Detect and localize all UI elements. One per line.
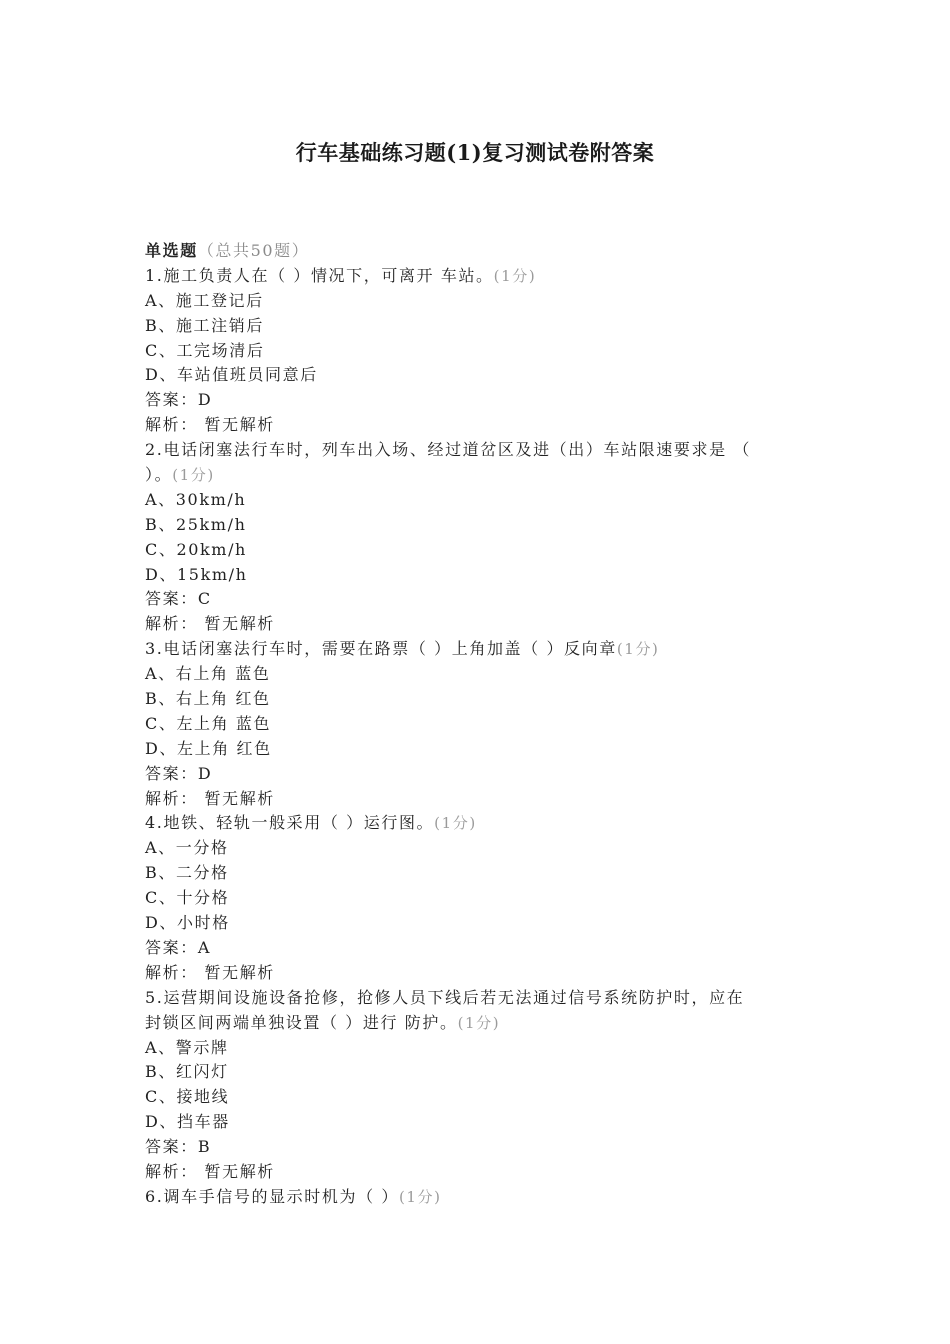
section-count-note: （总共50题） <box>197 241 310 260</box>
option-c: C、接地线 <box>145 1087 230 1107</box>
question-stem-text: ）。 <box>145 465 173 485</box>
answer-value: B <box>197 1137 212 1157</box>
analysis-label: 解析： <box>145 614 198 634</box>
question-stem <box>145 264 810 289</box>
analysis-text: 暂无解析 <box>204 614 275 634</box>
option-a: A、30km/h <box>145 489 247 509</box>
page-title: 行车基础练习题(1)复习测试卷附答案 <box>295 140 655 165</box>
option-b: B、右上角 红色 <box>145 689 271 709</box>
analysis-text: 暂无解析 <box>204 415 275 435</box>
section-heading <box>145 239 810 264</box>
question-score: (1分) <box>172 466 215 485</box>
option-d: D、15km/h <box>145 564 248 584</box>
option-d: D、挡车器 <box>145 1112 230 1132</box>
option-a: A、右上角 蓝色 <box>145 664 271 684</box>
answer-value: A <box>197 937 211 957</box>
question-score: (1分) <box>457 1013 501 1032</box>
question-score: (1分) <box>398 1187 442 1206</box>
option-c: C、左上角 蓝色 <box>145 713 272 733</box>
analysis-line <box>145 612 810 637</box>
option-c: C、十分格 <box>145 888 230 908</box>
question-stem <box>145 811 810 836</box>
question-stem-text: 4.地铁、轻轨一般采用（ ）运行图。 <box>145 813 435 833</box>
answer-label: 答案： <box>145 763 198 783</box>
option-d: D、小时格 <box>145 913 230 933</box>
question-stem-continued <box>145 463 810 488</box>
answer-value: C <box>197 589 212 609</box>
option-c: C、20km/h <box>145 539 247 559</box>
question-stem-text: 封锁区间两端单独设置（ ）进行 防护。 <box>145 1012 458 1032</box>
analysis-text: 暂无解析 <box>204 788 275 808</box>
option-d: D、车站值班员同意后 <box>145 365 318 385</box>
analysis-label: 解析： <box>145 962 198 982</box>
option-d: D、左上角 红色 <box>145 738 272 758</box>
option-a: A、一分格 <box>145 838 229 858</box>
option-b: B、施工注销后 <box>145 315 264 335</box>
analysis-line <box>145 787 810 812</box>
question-stem: 2.电话闭塞法行车时，列车出入场、经过道岔区及进（出）车站限速要求是 （ <box>145 440 751 460</box>
option-c: C、工完场清后 <box>145 340 265 360</box>
answer-label: 答案： <box>145 589 198 609</box>
question-stem-continued <box>145 1011 810 1036</box>
analysis-line <box>145 1160 810 1185</box>
answer-line <box>145 762 810 787</box>
question-stem-text: 6.调车手信号的显示时机为（ ） <box>145 1186 399 1206</box>
answer-line <box>145 587 810 612</box>
answer-label: 答案： <box>145 390 198 410</box>
analysis-label: 解析： <box>145 1161 198 1181</box>
question-stem: 5.运营期间设施设备抢修，抢修人员下线后若无法通过信号系统防护时，应在 <box>145 987 745 1007</box>
answer-value: D <box>197 390 213 410</box>
answer-line <box>145 1135 810 1160</box>
question-stem-text: 1.施工负责人在（ ）情况下，可离开 车站。 <box>145 265 494 285</box>
analysis-label: 解析： <box>145 788 198 808</box>
section-heading-text: 单选题 <box>145 241 198 260</box>
option-b: B、二分格 <box>145 863 229 883</box>
analysis-line <box>145 961 810 986</box>
answer-value: D <box>197 763 213 783</box>
analysis-line <box>145 413 810 438</box>
answer-line <box>145 388 810 413</box>
option-b: B、红闪灯 <box>145 1062 229 1082</box>
question-score: (1分) <box>434 814 477 833</box>
analysis-label: 解析： <box>145 415 198 435</box>
question-list <box>145 239 810 1210</box>
option-b: B、25km/h <box>145 514 247 534</box>
analysis-text: 暂无解析 <box>204 1161 275 1181</box>
answer-label: 答案： <box>145 937 198 957</box>
question-score: (1分) <box>493 266 537 285</box>
option-a: A、警示牌 <box>145 1037 229 1057</box>
question-stem-text: 3.电话闭塞法行车时，需要在路票（ ）上角加盖（ ）反向章 <box>145 639 617 659</box>
analysis-text: 暂无解析 <box>204 962 275 982</box>
answer-line <box>145 936 810 961</box>
question-stem <box>145 1185 810 1210</box>
question-stem <box>145 637 810 662</box>
option-a: A、施工登记后 <box>145 290 264 310</box>
answer-label: 答案： <box>145 1137 198 1157</box>
question-score: (1分) <box>616 640 660 659</box>
